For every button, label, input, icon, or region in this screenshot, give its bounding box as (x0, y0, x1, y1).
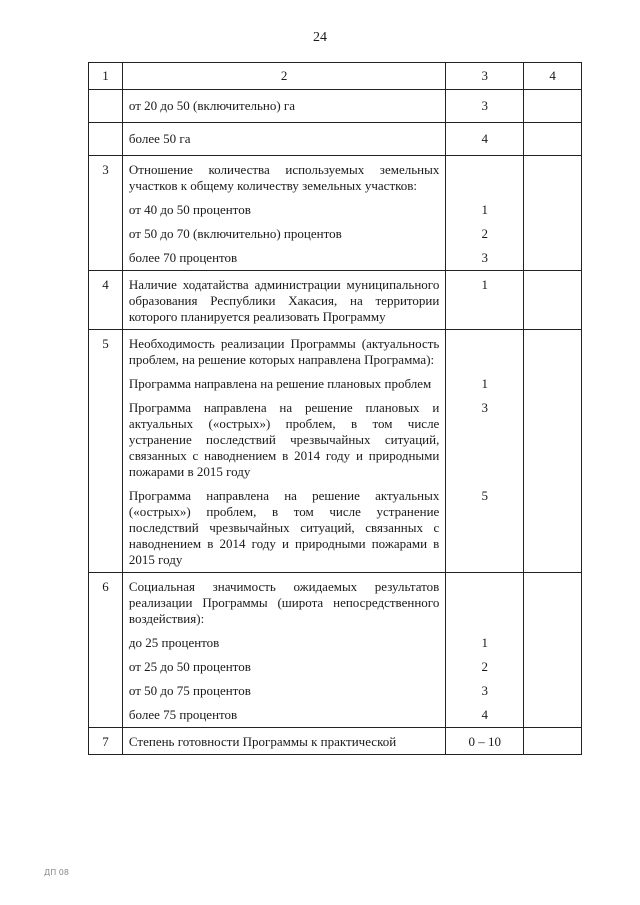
criterion-option: более 75 процентов (128, 707, 238, 722)
table-header-row (89, 63, 582, 90)
row-extra (524, 330, 582, 573)
criterion-option: Программа направлена на решение плановых и актуальных («острых») проблем, в том числе устранение последствий чрезвычайных ситуаций, связанных с наводнением в 2014 году и природными пожарами в 2015 году (128, 400, 440, 479)
option-score: 1 (481, 202, 488, 217)
footer-mark: ДП 08 (44, 868, 69, 877)
row-number (89, 123, 123, 156)
row-number: 5 (89, 330, 123, 573)
table-row (89, 573, 582, 728)
criterion-title: Социальная значимость ожидаемых результатов реализации Программы (широта непосредственного воздействия): (128, 579, 440, 626)
criteria-table (88, 62, 582, 755)
row-extra (524, 271, 582, 330)
option-score: 3 (481, 250, 488, 265)
row-number: 3 (89, 156, 123, 271)
criterion-title: Степень готовности Программы к практической (128, 734, 397, 749)
criterion-title: Наличие ходатайства администрации муниципального образования Республики Хакасия, на территории которого планируется реализовать Программу (128, 277, 440, 324)
row-extra (524, 123, 582, 156)
criterion-option: от 25 до 50 процентов (128, 659, 251, 674)
row-extra (524, 728, 582, 755)
option-score: 1 (481, 376, 488, 391)
option-score: 4 (481, 131, 488, 146)
table-row (89, 156, 582, 271)
criterion-option: Программа направлена на решение актуальных («острых») проблем, в том числе устранение последствий чрезвычайных ситуаций, связанных с наводнением в 2014 году и природными пожарами в 2015 году (128, 488, 440, 567)
table-row (89, 728, 582, 755)
header-cell-4: 4 (524, 63, 582, 90)
header-cell-2: 2 (122, 63, 445, 90)
criterion-option: от 50 до 70 (включительно) процентов (128, 226, 342, 241)
row-description (122, 330, 445, 573)
row-description (122, 90, 445, 123)
row-score (446, 90, 524, 123)
row-number (89, 90, 123, 123)
criterion-title: Отношение количества используемых земельных участков к общему количеству земельных участков: (128, 162, 440, 193)
option-score (446, 573, 523, 631)
table-row (89, 330, 582, 573)
header-cell-1: 1 (89, 63, 123, 90)
table-row (89, 123, 582, 156)
criterion-option: более 50 га (128, 131, 191, 146)
option-score: 3 (481, 400, 488, 415)
row-extra (524, 90, 582, 123)
row-score (446, 271, 524, 330)
option-score: 1 (481, 277, 488, 292)
row-number: 7 (89, 728, 123, 755)
criterion-option: от 50 до 75 процентов (128, 683, 251, 698)
row-score (446, 573, 524, 728)
row-score (446, 123, 524, 156)
option-score: 4 (481, 707, 488, 722)
option-score: 0 – 10 (468, 734, 501, 749)
row-score (446, 156, 524, 271)
option-score: 2 (481, 226, 488, 241)
criterion-option: более 70 процентов (128, 250, 238, 265)
criterion-option: от 40 до 50 процентов (128, 202, 251, 217)
row-score (446, 330, 524, 573)
option-score: 3 (481, 683, 488, 698)
header-cell-3: 3 (446, 63, 524, 90)
table-row (89, 90, 582, 123)
option-score (446, 330, 523, 372)
row-extra (524, 156, 582, 271)
row-description (122, 728, 445, 755)
criterion-title: Необходимость реализации Программы (актуальность проблем, на решение которых направлена Программа): (128, 336, 440, 367)
row-description (122, 271, 445, 330)
row-description (122, 123, 445, 156)
page-number: 24 (313, 30, 327, 45)
row-number: 6 (89, 573, 123, 728)
row-extra (524, 573, 582, 728)
criterion-option: от 20 до 50 (включительно) га (128, 98, 296, 113)
option-score (446, 156, 523, 198)
row-description (122, 573, 445, 728)
option-score: 3 (481, 98, 488, 113)
criterion-option: Программа направлена на решение плановых проблем (128, 376, 432, 391)
row-score (446, 728, 524, 755)
option-score: 1 (481, 635, 488, 650)
option-score: 2 (481, 659, 488, 674)
row-number: 4 (89, 271, 123, 330)
table-row (89, 271, 582, 330)
row-description (122, 156, 445, 271)
criterion-option: до 25 процентов (128, 635, 220, 650)
option-score: 5 (481, 488, 488, 503)
